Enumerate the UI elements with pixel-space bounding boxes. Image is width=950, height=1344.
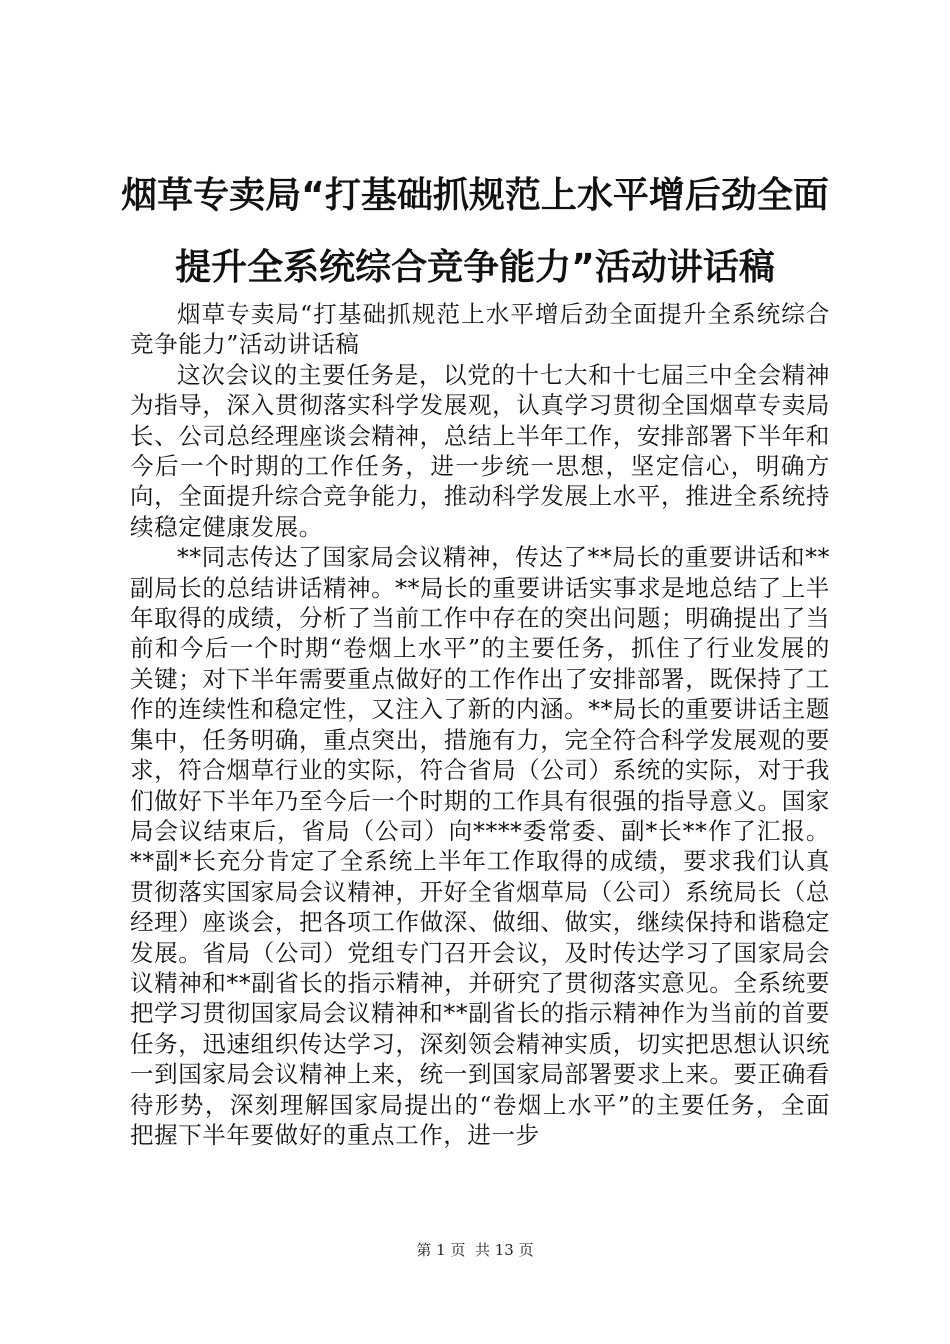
document-title: [100, 160, 850, 304]
body-paragraph-3: **同志传达了国家局会议精神，传达了**局长的重要讲话和**副局长的总结讲话精神。**局长的重要讲话实事求是地总结了上半年取得的成绩，分析了当前工作中存在的突出问题；明确提出了当前和今后一个时期“卷烟上水平”的主要任务，抓住了行业发展的关键；对下半年需要重点做好的工作作出了安排部署，既保持了工作的连续性和稳定性，又注入了新的内涵。**局长的重要讲话主题集中，任务明确，重点突出，措施有力，完全符合科学发展观的要求，符合烟草行业的实际，符合省局（公司）系统的实际，对于我们做好下半年乃至今后一个时期的工作具有很强的指导意义。国家局会议结束后，省局（公司）向****委常委、副*长**作了汇报。**副*长充分肯定了全系统上半年工作取得的成绩，要求我们认真贯彻落实国家局会议精神，开好全省烟草局（公司）系统局长（总经理）座谈会，把各项工作做深、做细、做实，继续保持和谐稳定发展。省局（公司）党组专门召开会议，及时传达学习了国家局会议精神和**副省长的指示精神，并研究了贯彻落实意见。全系统要把学习贯彻国家局会议精神和**副省长的指示精神作为当前的首要任务，迅速组织传达学习，深刻领会精神实质，切实把思想认识统一到国家局会议精神上来，统一到国家局部署要求上来。要正确看待形势，深刻理解国家局提出的“卷烟上水平”的主要任务，全面把握下半年要做好的重点工作，进一步: [130, 543, 830, 1149]
body-paragraph-2: 这次会议的主要任务是，以党的十七大和十七届三中全会精神为指导，深入贯彻落实科学发展观，认真学习贯彻全国烟草专卖局长、公司总经理座谈会精神，总结上半年工作，安排部署下半年和今后一个时期的工作任务，进一步统一思想，坚定信心，明确方向，全面提升综合竞争能力，推动科学发展上水平，推进全系统持续稳定健康发展。: [130, 360, 830, 541]
title-line-2: 提升全系统综合竞争能力”活动讲话稿: [175, 247, 775, 288]
document-body: [130, 299, 830, 1150]
title-line-1: 烟草专卖局“打基础抓规范上水平增后劲全面: [121, 175, 829, 216]
page-footer: [0, 1240, 950, 1260]
page-number: 第 1 页 共 13 页: [416, 1241, 534, 1259]
body-paragraph-1: 烟草专卖局“打基础抓规范上水平增后劲全面提升全系统综合竞争能力”活动讲话稿: [130, 300, 830, 359]
